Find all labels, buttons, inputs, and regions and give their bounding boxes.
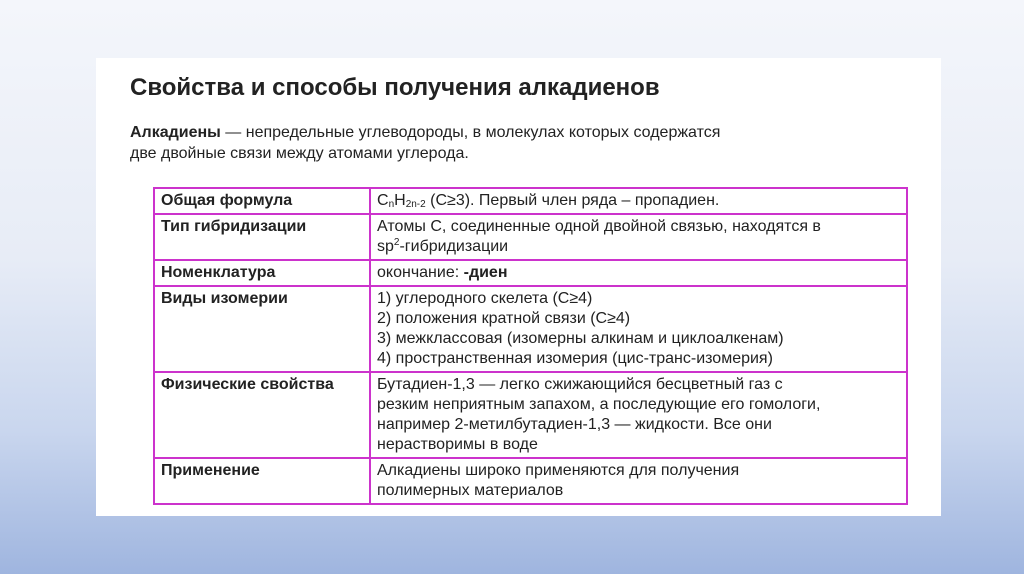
row-value-formula: $C_nH_{2n-2}$ (C≥3). Первый член ряда – пропадиен. <box>370 188 907 214</box>
row-label-nomenclature: Номенклатура <box>154 260 370 286</box>
list-item: 3) межклассовая (изомерны алкинам и циклоалкенам) <box>377 330 784 347</box>
table-row-formula <box>154 188 907 214</box>
row-label-application: Применение <box>154 458 370 504</box>
list-item: 1) углеродного скелета (C≥4) <box>377 290 593 307</box>
intro-paragraph <box>130 122 850 164</box>
row-value-hybridization: Атомы C, соединенные одной двойной связью, находятся в $sp^2$-гибридизации <box>370 214 907 260</box>
properties-table <box>153 187 908 505</box>
intro-definition-line2: две двойные связи между атомами углерода. <box>130 145 469 162</box>
row-value-physical: Бутадиен-1,3 — легко сжижающийся бесцветный газ с резким неприятным запахом, а последующие его гомологи, например 2-метилбутадиен-1,3 — жидкости. Все они нерастворимы в воде <box>370 372 907 458</box>
intro-definition: — непредельные углеводороды, в молекулах которых содержатся <box>220 124 721 141</box>
table-row-isomerism <box>154 286 907 372</box>
row-label-physical: Физические свойства <box>154 372 370 458</box>
row-value-nomenclature: окончание: -диен <box>370 260 907 286</box>
row-label-formula: Общая формула <box>154 188 370 214</box>
list-item: 4) пространственная изомерия (цис-транс-изомерия) <box>377 350 773 367</box>
intro-term: Алкадиены <box>130 124 221 141</box>
slide-title: Свойства и способы получения алкадиенов <box>130 74 660 101</box>
slide <box>96 58 941 516</box>
row-label-isomerism: Виды изомерии <box>154 286 370 372</box>
list-item: 2) положения кратной связи (C≥4) <box>377 310 631 327</box>
row-value-application: Алкадиены широко применяются для получения полимерных материалов <box>370 458 907 504</box>
row-label-hybridization: Тип гибридизации <box>154 214 370 260</box>
table-row-hybridization <box>154 214 907 260</box>
table-row-physical <box>154 372 907 458</box>
table-row-nomenclature <box>154 260 907 286</box>
table-row-application <box>154 458 907 504</box>
row-value-isomerism <box>370 286 907 372</box>
